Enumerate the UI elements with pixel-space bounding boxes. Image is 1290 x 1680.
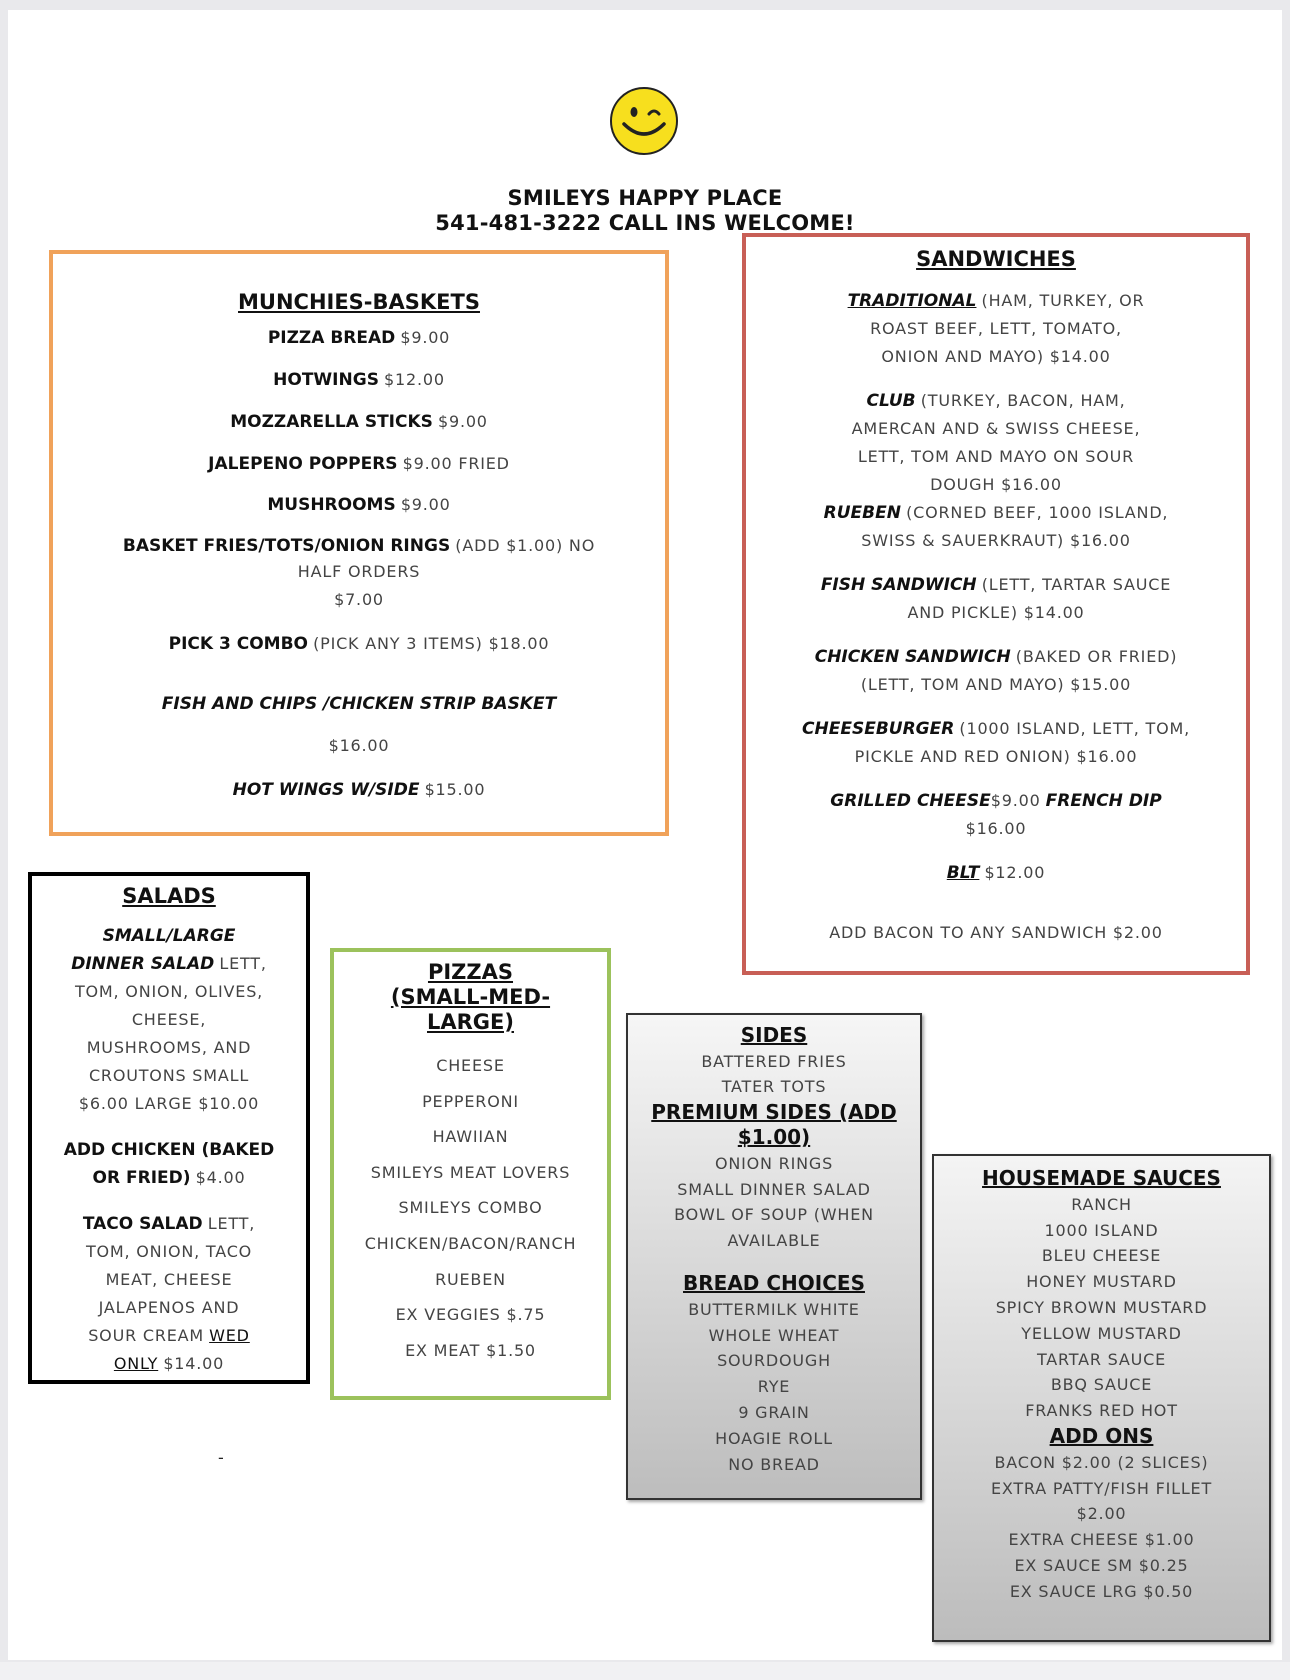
list-item: $2.00 — [1076, 1504, 1127, 1524]
list-item: SPICY BROWN MUSTARD — [995, 1297, 1208, 1317]
phone-line: 541-481-3222 CALL INS WELCOME! — [435, 211, 855, 235]
list-item: SMILEYS MEAT LOVERS — [370, 1162, 571, 1182]
list-item: RUEBEN — [435, 1269, 506, 1289]
salad-taco: TACO SALAD LETT, TOM, ONION, TACO MEAT, CHEESE JALAPENOS AND SOUR CREAM WED ONLY $14.00 — [82, 1214, 256, 1373]
sandwich-blt: BLT $12.00 — [946, 863, 1046, 883]
sides-list: SIDES BATTERED FRIES TATER TOTS PREMIUM SIDES (ADD $1.00) ONION RINGS SMALL DINNER SALAD BOWL OF SOUP (WHEN AVAILABLE — [628, 1023, 920, 1253]
salad-add-chicken: ADD CHICKEN (BAKED OR FRIED) $4.00 — [63, 1140, 275, 1188]
menu-item-price: $7.00 — [334, 590, 384, 609]
sandwich-fish: FISH SANDWICH (LETT, TARTAR SAUCE AND PICKLE) $14.00 — [820, 575, 1172, 622]
list-item: TATER TOTS — [721, 1077, 827, 1097]
sandwich-grilled-cheese-french-dip: GRILLED CHEESE$9.00 FRENCH DIP $16.00 — [830, 791, 1162, 838]
munchies-box — [49, 250, 669, 836]
menu-item: JALEPENO POPPERS $9.00 FRIED — [208, 454, 510, 474]
list-item: 9 GRAIN — [738, 1402, 810, 1422]
list-item: BATTERED FRIES — [701, 1051, 847, 1071]
list-item: EX MEAT $1.50 — [405, 1340, 536, 1360]
pizza-list — [334, 1048, 607, 1368]
list-item: PEPPERONI — [422, 1091, 519, 1111]
menu-item-price: $16.00 — [328, 736, 390, 755]
list-item: EX VEGGIES $.75 — [395, 1305, 546, 1325]
bottom-strip — [0, 1662, 1290, 1680]
list-item: TARTAR SAUCE — [1036, 1349, 1167, 1369]
list-item: RYE — [757, 1377, 791, 1397]
list-item: EX SAUCE LRG $0.50 — [1009, 1581, 1194, 1601]
list-item: WHOLE WHEAT — [708, 1325, 840, 1345]
menu-item: BASKET FRIES/TOTS/ONION RINGS (ADD $1.00) NO — [122, 536, 596, 556]
munchies-title: MUNCHIES-BASKETS — [238, 290, 480, 314]
sandwich-club: CLUB (TURKEY, BACON, HAM, AMERCAN AND & SWISS CHEESE, LETT, TOM AND MAYO ON SOUR DOUGH $16.00 — [851, 391, 1141, 494]
list-item: EX SAUCE SM $0.25 — [1014, 1555, 1189, 1575]
list-item: SMALL DINNER SALAD — [677, 1179, 871, 1199]
pizzas-title: PIZZAS (SMALL-MED- LARGE) — [390, 960, 551, 1034]
sauces-list: HOUSEMADE SAUCES RANCH 1000 ISLAND BLEU CHEESE HONEY MUSTARD SPICY BROWN MUSTARD YELLOW MUSTARD TARTAR SAUCE BBQ SAUCE FRANKS RED HOT ADD ONS BACON $2.00 (2 SLICES) EXTRA PATTY/FISH FILLET $2.00 EXTRA CHEESE $1.00 EX SAUCE SM $0.25 EX SAUCE LRG $0.50 — [934, 1166, 1269, 1605]
menu-item: FISH AND CHIPS /CHICKEN STRIP BASKET — [161, 694, 557, 714]
menu-item: HOT WINGS W/SIDE $15.00 — [232, 780, 486, 800]
list-item: CHEESE — [436, 1056, 505, 1075]
list-item: SMILEYS COMBO — [398, 1198, 543, 1218]
restaurant-name: SMILEYS HAPPY PLACE — [507, 186, 783, 210]
sandwich-rueben: RUEBEN (CORNED BEEF, 1000 ISLAND, SWISS & SAUERKRAUT) $16.00 — [823, 503, 1169, 550]
stray-mark: - — [218, 1448, 224, 1467]
salad-dinner: SMALL/LARGE DINNER SALAD LETT, TOM, ONION, OLIVES, CHEESE, MUSHROOMS, AND CROUTONS SMALL $6.00 LARGE $10.00 — [71, 926, 267, 1113]
sandwich-cheeseburger: CHEESEBURGER (1000 ISLAND, LETT, TOM, PICKLE AND RED ONION) $16.00 — [802, 719, 1190, 766]
list-item: RANCH — [1071, 1194, 1132, 1214]
menu-item: PICK 3 COMBO (PICK ANY 3 ITEMS) $18.00 — [168, 634, 550, 654]
list-item: AVAILABLE — [727, 1230, 821, 1250]
sandwiches-title: SANDWICHES — [916, 247, 1076, 271]
list-item: BLEU CHEESE — [1041, 1246, 1162, 1266]
list-item: FRANKS RED HOT — [1025, 1401, 1178, 1421]
menu-item: MOZZARELLA STICKS $9.00 — [230, 412, 488, 432]
list-item: SOURDOUGH — [717, 1351, 831, 1371]
bread-list: BREAD CHOICES BUTTERMILK WHITE WHOLE WHEAT SOURDOUGH RYE 9 GRAIN HOAGIE ROLL NO BREAD — [628, 1271, 920, 1477]
sandwich-traditional: TRADITIONAL (HAM, TURKEY, OR ROAST BEEF, LETT, TOMATO, ONION AND MAYO) $14.00 — [847, 291, 1145, 366]
list-item: HONEY MUSTARD — [1026, 1272, 1177, 1292]
list-item: ONION RINGS — [714, 1153, 834, 1173]
add-bacon-note: ADD BACON TO ANY SANDWICH $2.00 — [829, 923, 1163, 942]
list-item: BUTTERMILK WHITE — [688, 1299, 860, 1319]
menu-item: MUSHROOMS $9.00 — [267, 495, 451, 515]
sandwich-chicken: CHICKEN SANDWICH (BAKED OR FRIED) (LETT, TOM AND MAYO) $15.00 — [814, 647, 1178, 694]
salads-box — [28, 872, 310, 1384]
sauces-box — [932, 1154, 1271, 1642]
list-item: BBQ SAUCE — [1050, 1375, 1153, 1395]
list-item: EXTRA CHEESE $1.00 — [1008, 1530, 1195, 1550]
menu-item: PIZZA BREAD $9.00 — [267, 328, 451, 348]
list-item: YELLOW MUSTARD — [1021, 1323, 1182, 1343]
menu-item: HOTWINGS $12.00 — [273, 370, 445, 390]
salads-title: SALADS — [122, 884, 216, 908]
list-item: HOAGIE ROLL — [715, 1428, 833, 1448]
list-item: NO BREAD — [728, 1454, 820, 1474]
menu-item-note: HALF ORDERS — [297, 562, 421, 581]
pizzas-box — [330, 948, 611, 1400]
list-item: BOWL OF SOUP (WHEN — [674, 1205, 874, 1225]
list-item: 1000 ISLAND — [1044, 1220, 1159, 1240]
list-item: BACON $2.00 (2 SLICES) — [994, 1452, 1209, 1472]
sides-box — [626, 1013, 922, 1500]
sandwiches-box — [742, 233, 1250, 975]
list-item: CHICKEN/BACON/RANCH — [364, 1233, 577, 1253]
list-item: EXTRA PATTY/FISH FILLET — [990, 1478, 1213, 1498]
list-item: HAWIIAN — [432, 1127, 509, 1147]
winking-smiley-icon — [609, 86, 679, 156]
